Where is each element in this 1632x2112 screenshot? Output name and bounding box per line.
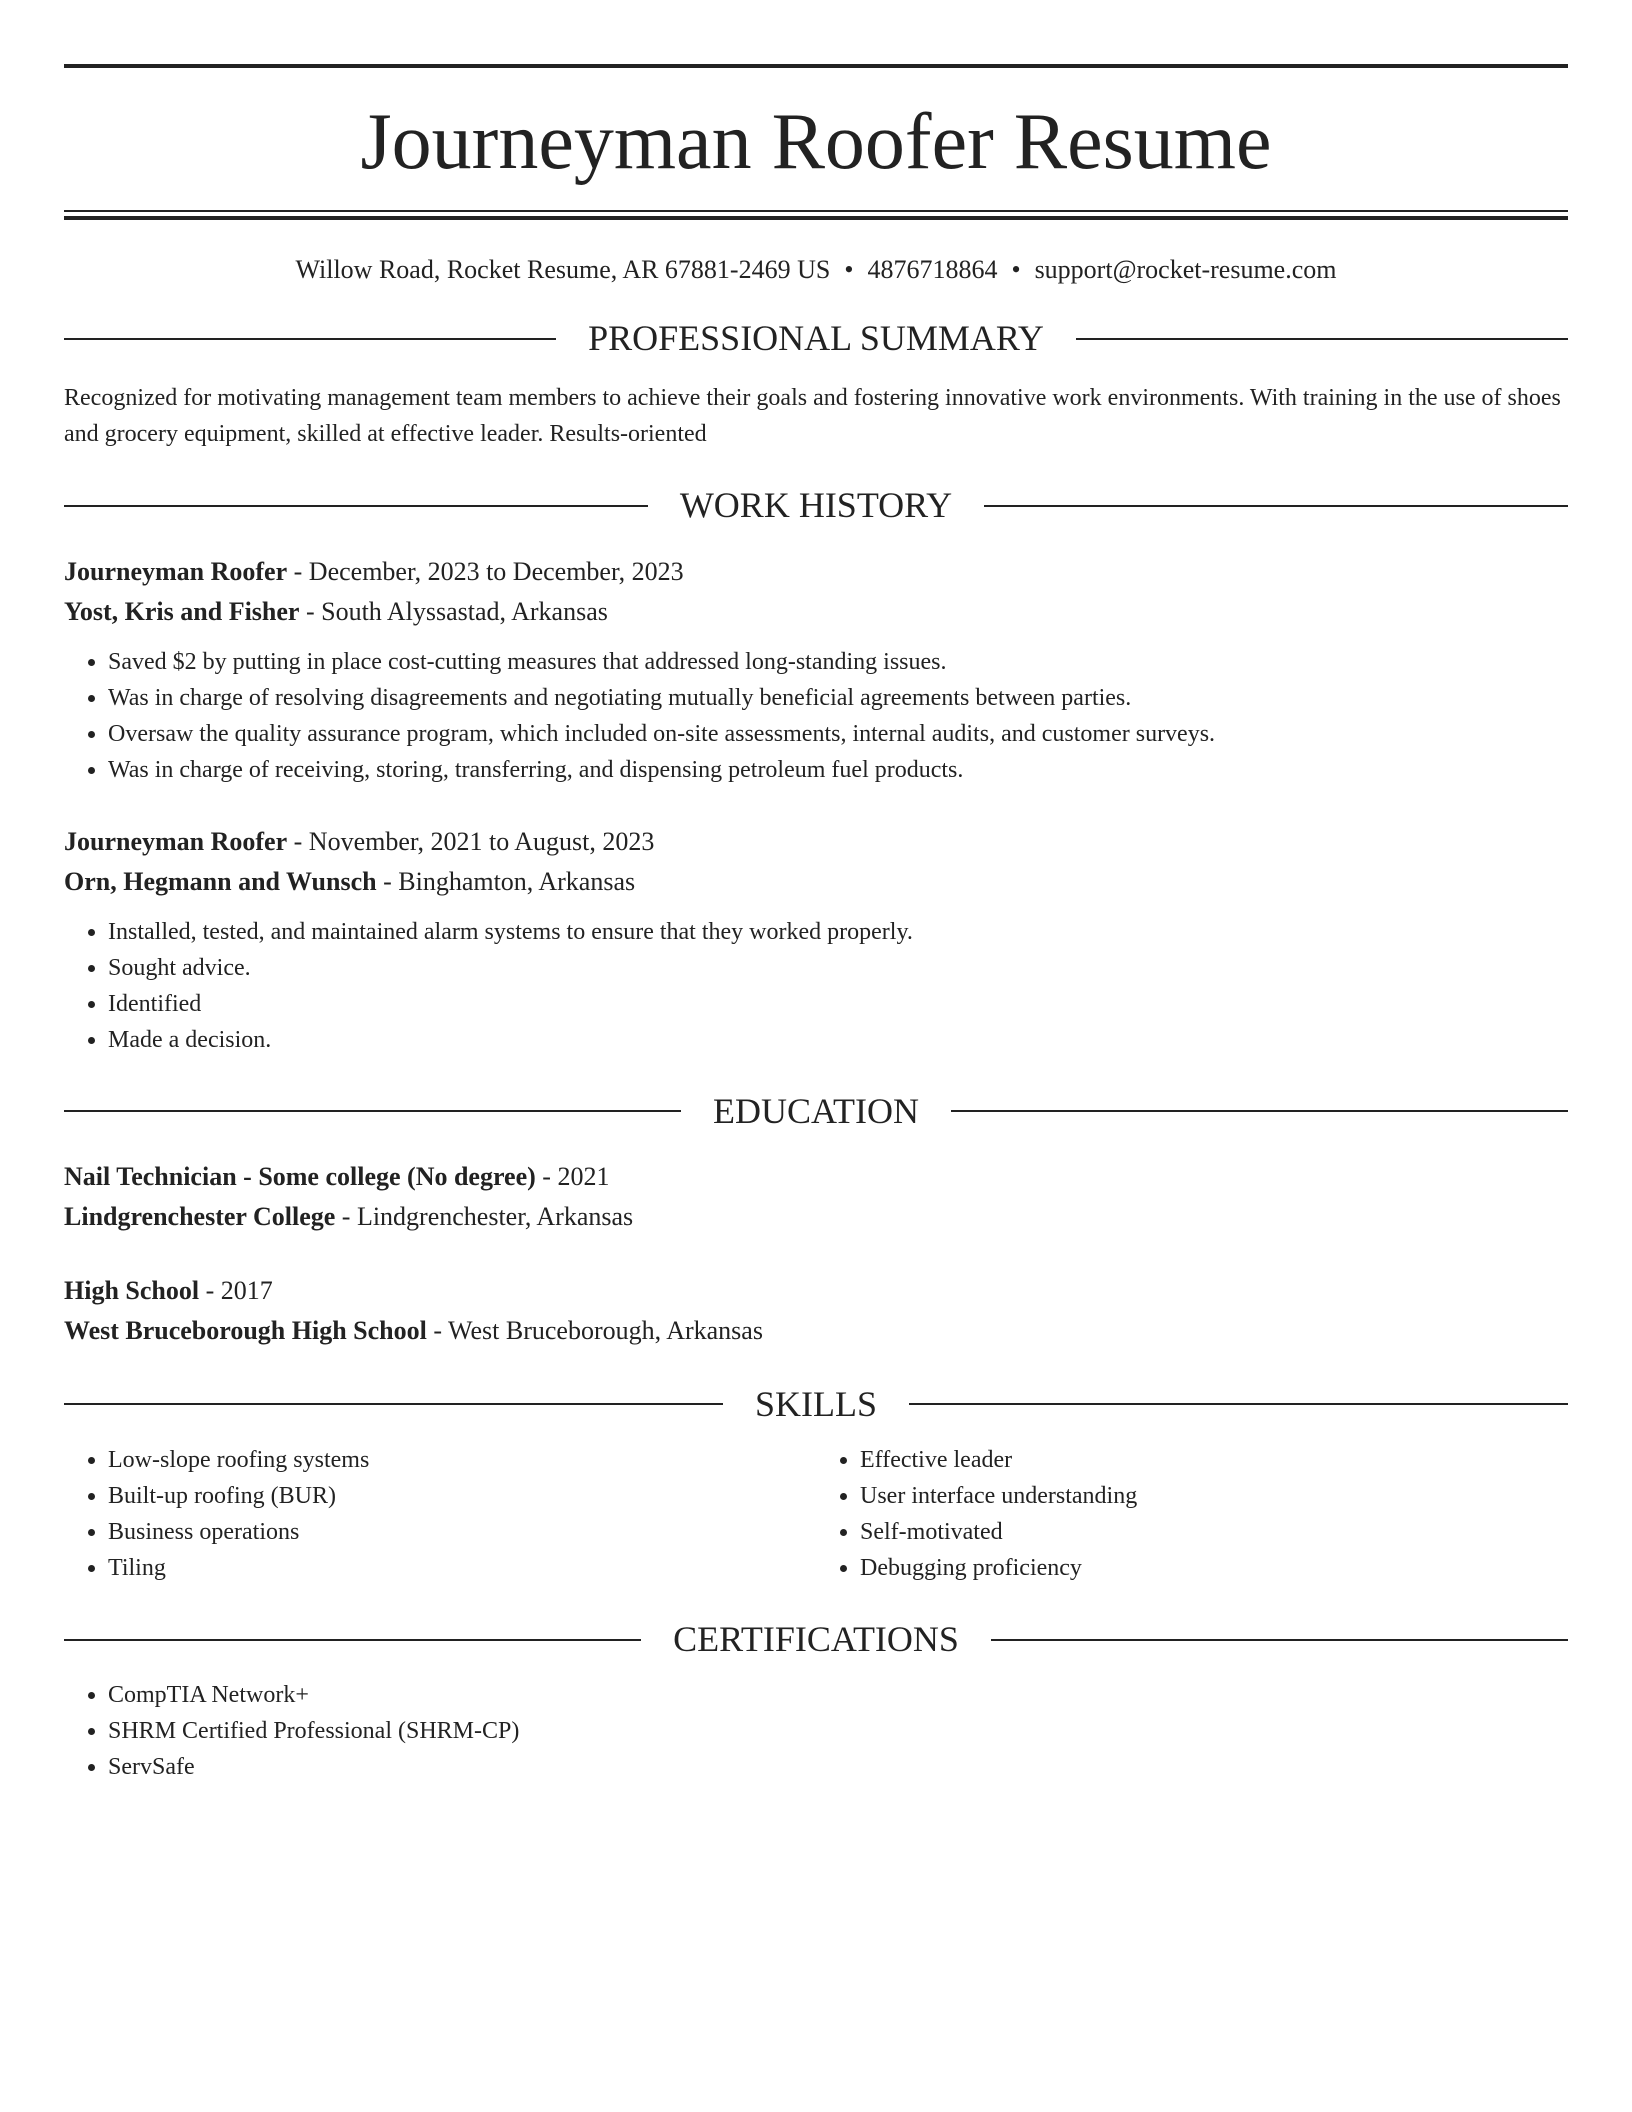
skill-item: • User interface understanding [860, 1478, 1568, 1514]
section-heading-label: SKILLS [755, 1383, 878, 1424]
list-item: • Was in charge of resolving disagreements and negotiating mutually beneficial agreements between parties. [108, 680, 1568, 716]
education-degree-line [64, 1157, 1568, 1197]
job-dates: - November, 2021 to August, 2023 [287, 826, 655, 856]
heading-rule-left [64, 1639, 641, 1641]
heading-rule-left [64, 505, 648, 507]
job-location: - Binghamton, Arkansas [376, 866, 636, 896]
section-heading-education [64, 1090, 1568, 1133]
job-title-line [64, 552, 1568, 592]
skills-columns [64, 1438, 1568, 1586]
education-school-line [64, 1197, 1568, 1237]
skill-item: • Debugging proficiency [860, 1550, 1568, 1586]
skill-item: • Business operations [108, 1514, 816, 1550]
section-heading-label: WORK HISTORY [679, 485, 953, 526]
job-entry [64, 552, 1568, 788]
section-heading-label: CERTIFICATIONS [673, 1618, 959, 1659]
section-heading-label: PROFESSIONAL SUMMARY [588, 318, 1044, 359]
heading-rule-right [1076, 338, 1568, 340]
education-school-line [64, 1311, 1568, 1351]
job-dates: - December, 2023 to December, 2023 [287, 556, 684, 586]
certification-item: • SHRM Certified Professional (SHRM-CP) [108, 1713, 1568, 1749]
title-double-rule [64, 210, 1568, 220]
top-rule [64, 64, 1568, 68]
list-item: • Sought advice. [108, 950, 1568, 986]
job-company-line [64, 592, 1568, 632]
heading-rule-left [64, 338, 556, 340]
certification-item: • ServSafe [108, 1749, 1568, 1785]
section-heading-certifications [64, 1618, 1568, 1661]
heading-rule-right [909, 1403, 1568, 1405]
skill-item: • Self-motivated [860, 1514, 1568, 1550]
job-company-line [64, 862, 1568, 902]
job-title: Journeyman Roofer [64, 556, 288, 586]
skills-list-right [816, 1442, 1568, 1586]
contact-separator: • [844, 255, 854, 284]
section-heading-work-history [64, 484, 1568, 527]
certification-item: • CompTIA Network+ [108, 1677, 1568, 1713]
contact-address: Willow Road, Rocket Resume, AR 67881-2469 US [295, 255, 831, 284]
heading-rule-right [984, 505, 1568, 507]
summary-text: Recognized for motivating management team members to achieve their goals and fostering innovative work environments. With training in the use of shoes and grocery equipment, skilled at effective leader. Results-oriented [64, 385, 1561, 448]
contact-email: support@rocket-resume.com [1034, 255, 1337, 284]
list-item: • Oversaw the quality assurance program, which included on-site assessments, internal audits, and customer surveys. [108, 716, 1568, 752]
education-entry [64, 1271, 1568, 1351]
education-school: Lindgrenchester College [64, 1201, 336, 1231]
list-item: • Saved $2 by putting in place cost-cutting measures that addressed long-standing issues. [108, 644, 1568, 680]
heading-rule-right [951, 1110, 1568, 1112]
education-location: - West Bruceborough, Arkansas [426, 1315, 763, 1345]
skill-item: • Effective leader [860, 1442, 1568, 1478]
job-entry [64, 822, 1568, 1058]
skills-list-left [64, 1442, 816, 1586]
job-bullets [64, 644, 1568, 788]
resume-title: Journeyman Roofer Resume [360, 98, 1272, 186]
job-bullets [64, 914, 1568, 1058]
education-degree: Nail Technician - Some college (No degree) [64, 1161, 536, 1191]
list-item: • Was in charge of receiving, storing, transferring, and dispensing petroleum fuel products. [108, 752, 1568, 788]
contact-phone: 4876718864 [867, 255, 998, 284]
heading-rule-left [64, 1403, 723, 1405]
skill-item: • Low-slope roofing systems [108, 1442, 816, 1478]
heading-rule-right [991, 1639, 1568, 1641]
education-entry [64, 1157, 1568, 1237]
list-item: • Made a decision. [108, 1022, 1568, 1058]
heading-rule-left [64, 1110, 681, 1112]
education-degree: High School [64, 1275, 200, 1305]
skill-item: • Built-up roofing (BUR) [108, 1478, 816, 1514]
list-item: • Identified [108, 986, 1568, 1022]
education-school: West Bruceborough High School [64, 1315, 427, 1345]
section-heading-label: EDUCATION [713, 1090, 919, 1131]
job-title: Journeyman Roofer [64, 826, 288, 856]
job-company: Orn, Hegmann and Wunsch [64, 866, 377, 896]
section-heading-skills [64, 1383, 1568, 1426]
education-degree-line [64, 1271, 1568, 1311]
contact-separator: • [1011, 255, 1021, 284]
job-company: Yost, Kris and Fisher [64, 596, 300, 626]
education-year: - 2021 [535, 1161, 610, 1191]
job-title-line [64, 822, 1568, 862]
skill-item: • Tiling [108, 1550, 816, 1586]
contact-line [64, 254, 1568, 285]
section-heading-summary [64, 317, 1568, 360]
job-location: - South Alyssastad, Arkansas [299, 596, 608, 626]
certifications-list [64, 1677, 1568, 1785]
list-item: • Installed, tested, and maintained alarm systems to ensure that they worked properly. [108, 914, 1568, 950]
education-year: - 2017 [199, 1275, 273, 1305]
education-location: - Lindgrenchester, Arkansas [335, 1201, 634, 1231]
